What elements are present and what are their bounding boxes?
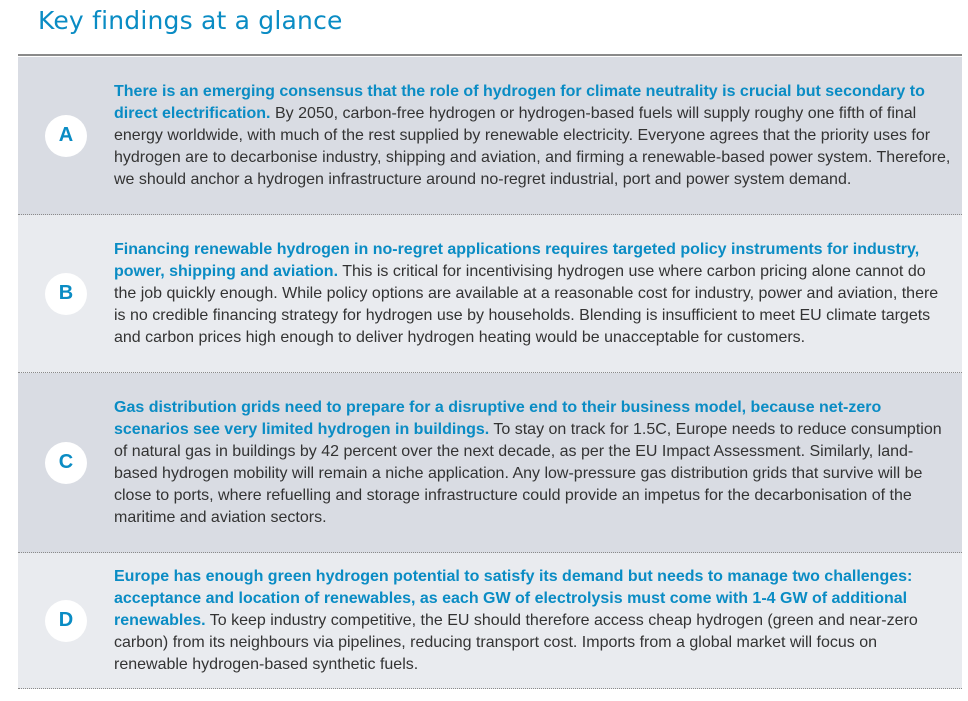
finding-lead: Financing renewable hydrogen in no-regret applications requires targeted policy instruments for industry, power, shipping and aviation. [114,240,920,280]
finding-body: By 2050, carbon-free hydrogen or hydrogen-based fuels will supply roughy one fifth of final energy worldwide, with much of the rest supplied by renewable electricity. Everyone agrees that the priority uses for hydrogen are to decarbonise industry, shipping and aviation, and firming a renewable-based power system. Therefore, we should anchor a hydrogen infrastructure around no-regret industrial, port and power system demand. [114,104,951,188]
top-divider [18,54,962,56]
finding-lead: Gas distribution grids need to prepare for a disruptive end to their business model, because net-zero scenarios see very limited hydrogen in buildings. [114,398,882,438]
finding-b [18,215,962,373]
finding-lead: Europe has enough green hydrogen potential to satisfy its demand but needs to manage two challenges: acceptance and location of renewables, as each GW of electrolysis must come with 1-4 GW of additional renewables. [114,567,913,629]
finding-text [114,81,962,191]
finding-text [114,397,962,529]
finding-text [114,239,962,349]
finding-body: This is critical for incentivising hydrogen use where carbon pricing alone cannot do the job quickly enough. While policy options are available at a reasonable cost for industry, power and aviation, there is no credible financing strategy for hydrogen use by households. Blending is insufficient to meet EU climate targets and carbon prices high enough to deliver hydrogen heating would be unacceptable for customers. [114,262,939,346]
finding-a [18,57,962,215]
finding-badge: D [45,600,87,642]
finding-badge: C [45,442,87,484]
finding-body: To stay on track for 1.5C, Europe needs to reduce consumption of natural gas in buildings by 42 percent over the next decade, as per the EU Impact Assessment. Similarly, land-based hydrogen mobility will remain a niche application. Any low-pressure gas distribution grids that survive will be close to ports, where refuelling and storage infrastructure could provide an impetus for the decarbonisation of the maritime and aviation sectors. [114,420,942,526]
finding-body: To keep industry competitive, the EU should therefore access cheap hydrogen (green and near-zero carbon) from its neighbours via pipelines, reducing transport cost. Imports from a global market will focus on renewable hydrogen-based synthetic fuels. [114,611,918,673]
finding-text [114,566,962,676]
finding-badge: B [45,273,87,315]
finding-badge: A [45,115,87,157]
finding-c [18,373,962,553]
finding-d [18,553,962,689]
page-title: Key findings at a glance [38,6,343,35]
finding-lead: There is an emerging consensus that the role of hydrogen for climate neutrality is crucial but secondary to direct electrification. [114,82,925,122]
findings-list [18,57,962,689]
